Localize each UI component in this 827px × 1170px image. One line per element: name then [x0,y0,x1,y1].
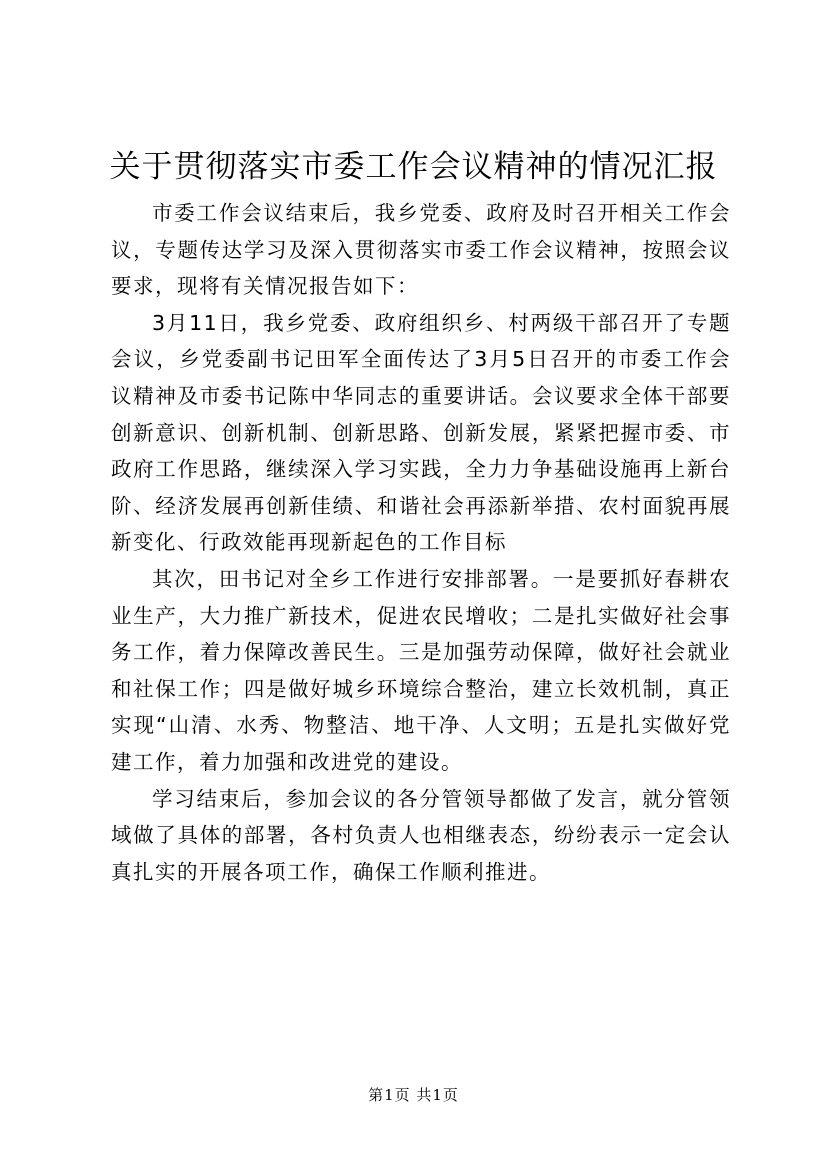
document-title: 关于贯彻落实市委工作会议精神的情况汇报 [109,149,718,185]
document-body [111,195,731,890]
paragraph-meeting: 3月11日，我乡党委、政府组织乡、村两级干部召开了专题会议，乡党委副书记田军全面传达了3月5日召开的市委工作会议精神及市委书记陈中华同志的重要讲话。会议要求全体干部要创新意识、创新机制、创新思路、创新发展，紧紧把握市委、市政府工作思路，继续深入学习实践，全力力争基础设施再上新台阶、经济发展再创新佳绩、和谐社会再添新举措、农村面貌再展新变化、行政效能再现新起色的工作目标 [111,310,731,555]
paragraph-arrangements: 其次，田书记对全乡工作进行安排部署。一是要抓好春耕农业生产，大力推广新技术，促进农民增收；二是扎实做好社会事务工作，着力保障改善民生。三是加强劳动保障，做好社会就业和社保工作；四是做好城乡环境综合整治，建立长效机制，真正实现“山清、水秀、物整洁、地干净、人文明；五是扎实做好党建工作，着力加强和改进党的建设。 [111,566,731,774]
paragraph-intro: 市委工作会议结束后，我乡党委、政府及时召开相关工作会议，专题传达学习及深入贯彻落实市委工作会议精神，按照会议要求，现将有关情况报告如下： [111,201,731,299]
page-number-footer: 第1页 共1页 [368,1086,459,1104]
paragraph-conclusion: 学习结束后，参加会议的各分管领导都做了发言，就分管领域做了具体的部署，各村负责人也相继表态，纷纷表示一定会认真扎实的开展各项工作，确保工作顺利推进。 [111,786,731,884]
